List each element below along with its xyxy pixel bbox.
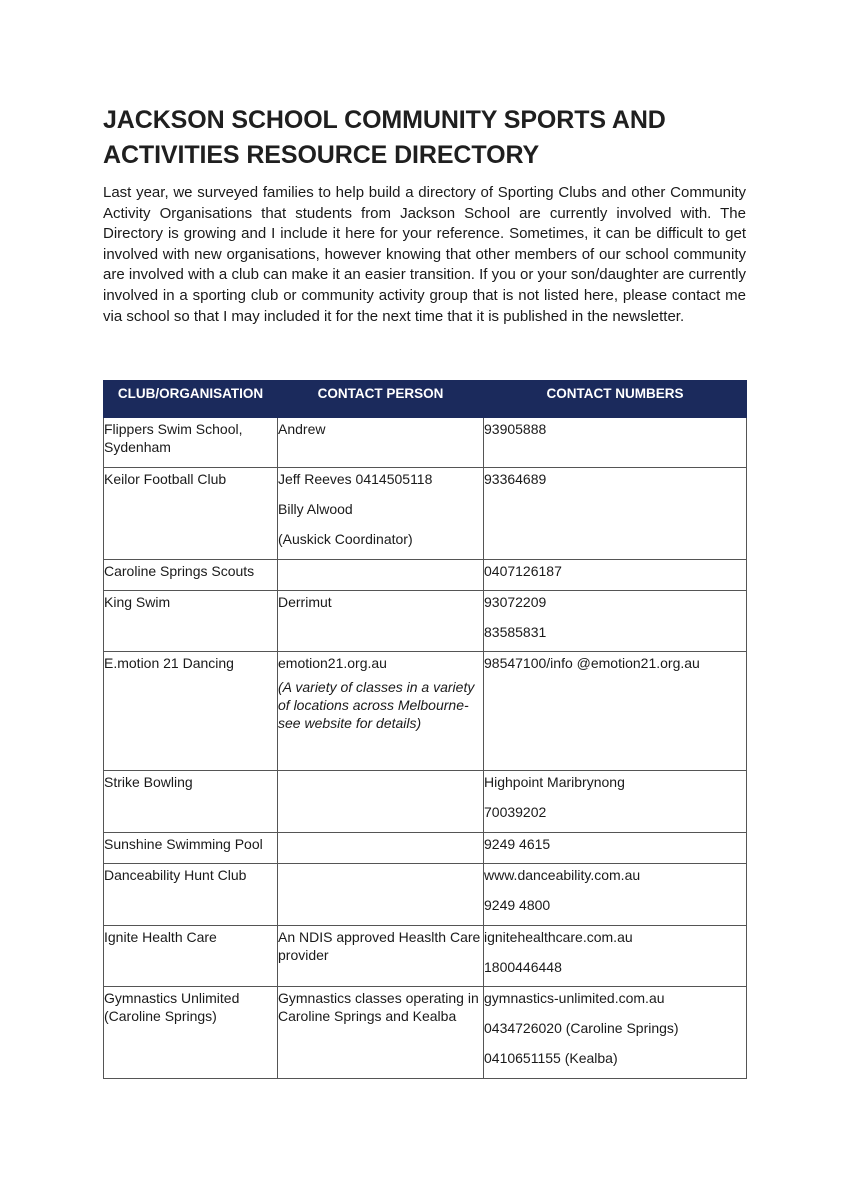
club-cell: Caroline Springs Scouts xyxy=(104,560,278,591)
contact-cell xyxy=(278,418,484,468)
column-header-contact-person: CONTACT PERSON xyxy=(278,381,484,418)
numbers-cell xyxy=(484,833,747,864)
numbers-cell xyxy=(484,468,747,560)
column-header-club: CLUB/ORGANISATION xyxy=(104,381,278,418)
number-line: 93364689 xyxy=(484,471,547,487)
title-line: ACTIVITIES RESOURCE DIRECTORY xyxy=(103,141,540,169)
numbers-cell xyxy=(484,987,747,1079)
table-row xyxy=(104,468,747,560)
numbers-cell xyxy=(484,652,747,771)
intro-paragraph: Last year, we surveyed families to help build a directory of Sporting Clubs and other Community Activity Organisations that students from Jackson School are currently involved with. The Directory is growing and I include it here for your reference. Sometimes, it can be difficult to get involved with new organisations, however knowing that other members of our school community are involved with a club can make it an easier transition. If you or your son/daughter are currently involved in a sporting club or community activity group that is not listed here, please contact me via school so that I may included it for the next time that it is published in the newsletter. xyxy=(103,184,746,325)
table-row xyxy=(104,652,747,771)
table-row xyxy=(104,560,747,591)
contact-line: Derrimut xyxy=(278,594,332,610)
document-page xyxy=(103,103,746,1066)
contact-cell xyxy=(278,560,484,591)
numbers-cell xyxy=(484,560,747,591)
club-cell: Sunshine Swimming Pool xyxy=(104,833,278,864)
number-line: 93072209 xyxy=(484,594,547,610)
club-cell: Danceability Hunt Club xyxy=(104,864,278,926)
number-line: 98547100/info @emotion21.org.au xyxy=(484,655,700,671)
number-line: Highpoint Maribrynong xyxy=(484,774,625,790)
contact-cell xyxy=(278,833,484,864)
numbers-cell xyxy=(484,771,747,833)
contact-line: An NDIS approved Heaslth Care provider xyxy=(278,929,481,963)
numbers-cell xyxy=(484,418,747,468)
number-line: 1800446448 xyxy=(484,959,562,975)
club-cell: Flippers Swim School, Sydenham xyxy=(104,418,278,468)
number-line: 9249 4800 xyxy=(484,897,551,913)
number-line: 9249 4615 xyxy=(484,836,551,852)
number-line: 0410651155 (Kealba) xyxy=(484,1050,618,1066)
numbers-cell xyxy=(484,926,747,987)
table-row xyxy=(104,864,747,926)
club-cell: Ignite Health Care xyxy=(104,926,278,987)
contact-line: Billy Alwood xyxy=(278,501,353,517)
club-cell: King Swim xyxy=(104,591,278,652)
contact-cell xyxy=(278,591,484,652)
numbers-cell xyxy=(484,591,747,652)
number-line: gymnastics-unlimited.com.au xyxy=(484,990,665,1006)
page-title xyxy=(103,103,746,173)
contact-cell xyxy=(278,926,484,987)
number-line: 0407126187 xyxy=(484,563,562,579)
table-row xyxy=(104,926,747,987)
table-row xyxy=(104,591,747,652)
table-row xyxy=(104,418,747,468)
number-line: 0434726020 (Caroline Springs) xyxy=(484,1020,679,1036)
contact-line: emotion21.org.au xyxy=(278,655,387,671)
club-cell: Gymnastics Unlimited (Caroline Springs) xyxy=(104,987,278,1079)
contact-cell xyxy=(278,987,484,1079)
table-row xyxy=(104,987,747,1079)
club-cell: E.motion 21 Dancing xyxy=(104,652,278,771)
contact-line: (Auskick Coordinator) xyxy=(278,531,413,547)
contact-cell xyxy=(278,771,484,833)
numbers-cell xyxy=(484,864,747,926)
contact-cell xyxy=(278,652,484,771)
contact-line: Gymnastics classes operating in Caroline Springs and Kealba xyxy=(278,990,479,1024)
number-line: 83585831 xyxy=(484,624,547,640)
contact-line: Andrew xyxy=(278,421,326,437)
contact-note: (A variety of classes in a variety of locations across Melbourne-see website for details) xyxy=(278,679,475,731)
title-line: JACKSON SCHOOL COMMUNITY SPORTS AND xyxy=(103,106,666,134)
table-row xyxy=(104,771,747,833)
contact-cell xyxy=(278,468,484,560)
club-cell: Keilor Football Club xyxy=(104,468,278,560)
table-header-row xyxy=(104,381,747,418)
column-header-contact-numbers: CONTACT NUMBERS xyxy=(484,381,747,418)
number-line: ignitehealthcare.com.au xyxy=(484,929,633,945)
club-cell: Strike Bowling xyxy=(104,771,278,833)
number-line: 70039202 xyxy=(484,804,547,820)
contact-line: Jeff Reeves 0414505118 xyxy=(278,471,433,487)
number-line: 93905888 xyxy=(484,421,547,437)
table-row xyxy=(104,833,747,864)
contact-cell xyxy=(278,864,484,926)
directory-table xyxy=(103,380,747,1079)
number-line: www.danceability.com.au xyxy=(484,867,641,883)
